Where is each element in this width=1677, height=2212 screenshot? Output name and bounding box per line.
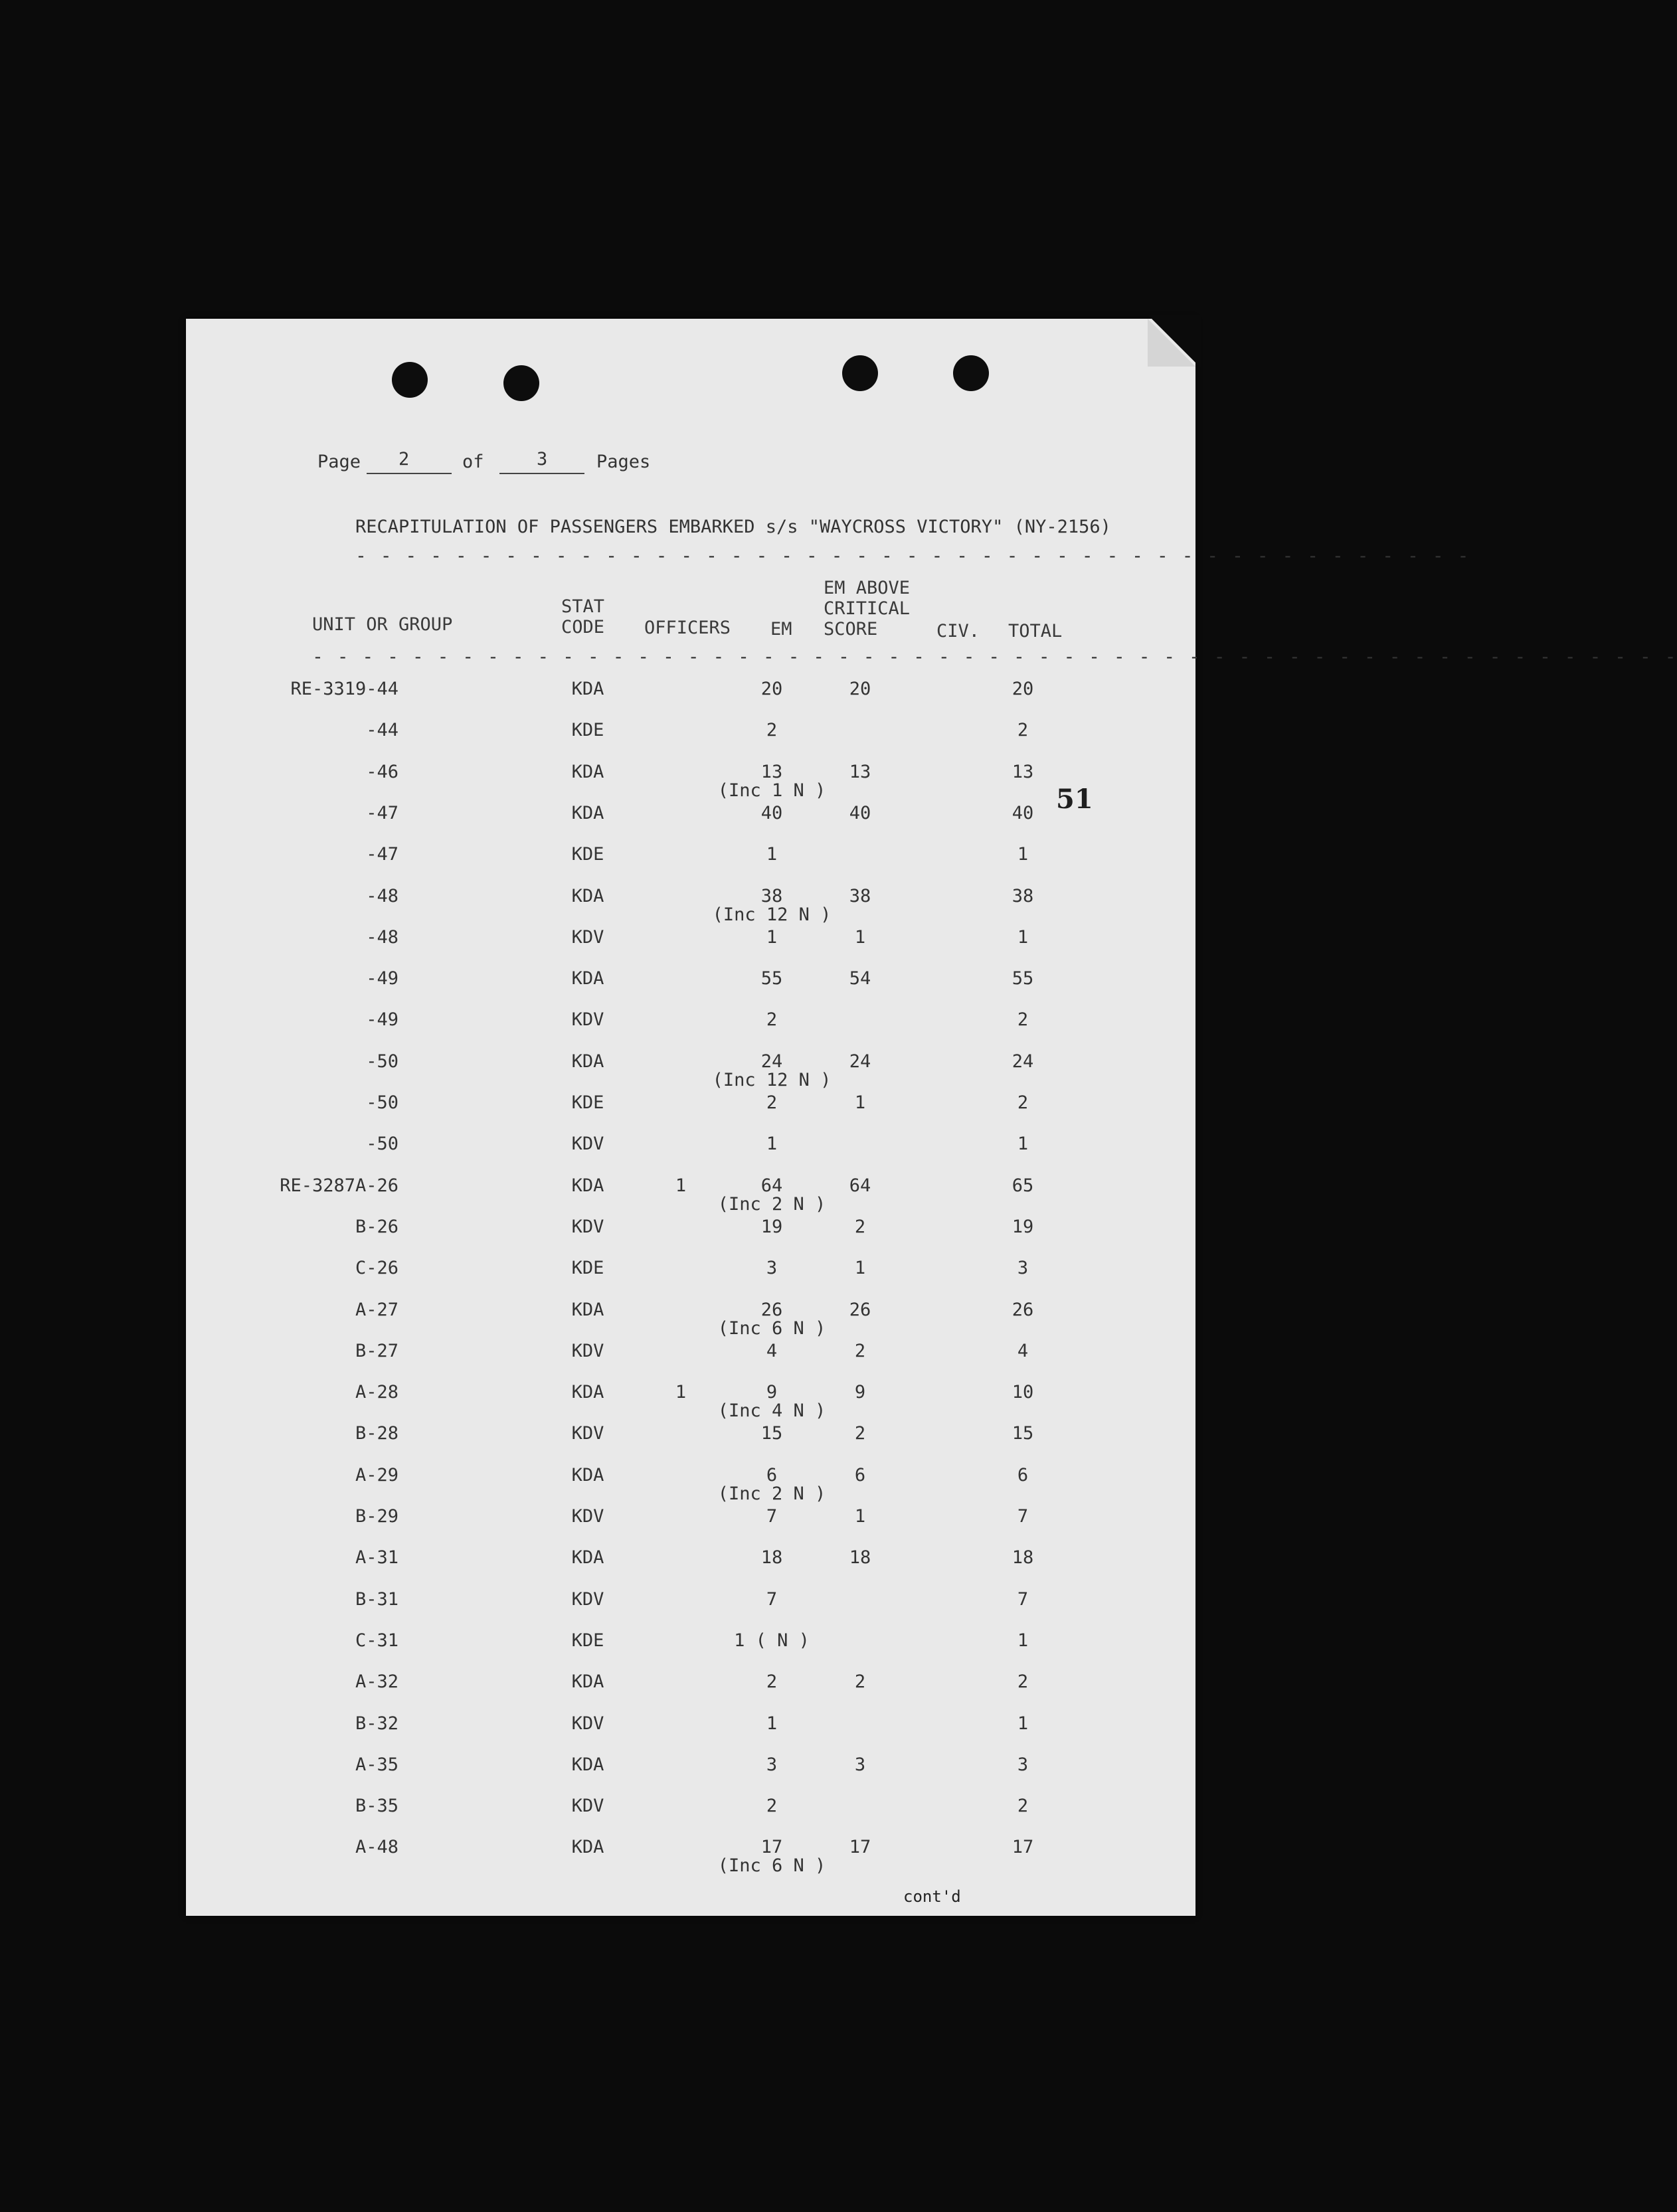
cell-above: 54 [849,968,871,989]
cell-total: 2 [1017,720,1029,741]
cell-officers: 1 [675,1175,687,1196]
cell-total: 19 [1012,1216,1034,1237]
cell-unit: B-27 [355,1340,398,1361]
cell-total: 2 [1017,1009,1029,1031]
cell-em: 2 [766,1092,778,1113]
header-underline: - - - - - - - - - - - - - - - - - - - - - - - - - - - - - - - - - - - - - - - - - - - - - - - - - - - - - - - [312,645,1677,667]
cell-unit: C-31 [355,1630,398,1651]
cell-total: 7 [1017,1588,1029,1610]
cell-code: KDV [571,1009,604,1031]
cell-inclusion-note: (Inc 2 N ) [717,1193,826,1215]
punch-hole [392,362,428,398]
column-header-em-above-critical: EM ABOVE CRITICAL SCORE [824,578,911,639]
of-label: of [462,452,484,472]
cell-code: KDV [571,1506,604,1527]
page-label: Page [317,452,361,472]
cell-above: 1 [854,1092,866,1113]
cell-above: 2 [854,1423,866,1444]
cell-total: 2 [1017,1796,1029,1817]
cell-code: KDV [571,1796,604,1817]
cell-unit: B-31 [355,1588,398,1610]
cell-total: 17 [1012,1837,1034,1858]
cell-above: 9 [854,1382,866,1403]
cell-unit: A-31 [355,1547,398,1569]
column-header-unit: UNIT OR GROUP [312,614,453,635]
cell-code: KDA [571,968,604,989]
cell-unit: -48 [366,926,398,948]
cell-above: 40 [849,802,871,823]
cell-unit: A-35 [355,1754,398,1775]
column-header-total: TOTAL [1008,621,1063,641]
pages-label: Pages [596,452,651,472]
page-number: 2 [398,449,410,469]
cell-code: KDA [571,1837,604,1858]
cell-above: 24 [849,1051,871,1072]
cell-unit: B-32 [355,1713,398,1734]
cell-code: KDA [571,761,604,782]
cell-code: KDE [571,1092,604,1113]
cell-unit: B-35 [355,1796,398,1817]
cell-unit: A-28 [355,1382,398,1403]
column-header-civ: CIV. [936,621,980,641]
cell-above: 1 [854,1506,866,1527]
cell-total: 65 [1012,1175,1034,1196]
cell-inclusion-note: (Inc 12 N ) [712,1069,832,1090]
page-number-line [367,473,452,474]
punch-hole [953,355,989,391]
cell-code: KDA [571,802,604,823]
cell-above: 6 [854,1464,866,1486]
page-total: 3 [537,449,548,469]
cell-em: 4 [766,1340,778,1361]
cell-code: KDA [571,1547,604,1569]
cell-unit: -47 [366,844,398,865]
cell-total: 1 [1017,1713,1029,1734]
cell-total: 1 [1017,926,1029,948]
cell-em: 40 [760,802,783,823]
cell-unit: -44 [366,720,398,741]
cell-em: 9 [766,1382,778,1403]
cell-unit: -46 [366,761,398,782]
cell-unit: -50 [366,1134,398,1155]
cell-code: KDA [571,679,604,699]
cell-em: 24 [760,1051,783,1072]
cell-above: 2 [854,1216,866,1237]
column-header-officers: OFFICERS [644,618,731,638]
cell-em: 1 ( N ) [734,1630,810,1651]
cell-total: 1 [1017,1630,1029,1651]
cell-em: 55 [760,968,783,989]
cell-em: 2 [766,1796,778,1817]
cell-unit: A-27 [355,1299,398,1320]
cell-code: KDA [571,1464,604,1486]
continued-note: cont'd [903,1887,961,1906]
cell-code: KDE [571,844,604,865]
cell-above: 64 [849,1175,871,1196]
cell-unit: -47 [366,802,398,823]
cell-total: 38 [1012,885,1034,906]
cell-code: KDE [571,1630,604,1651]
cell-unit: RE-3287A-26 [280,1175,398,1196]
cell-em: 13 [760,761,783,782]
cell-code: KDV [571,1588,604,1610]
cell-above: 38 [849,885,871,906]
cell-em: 18 [760,1547,783,1569]
cell-total: 3 [1017,1754,1029,1775]
cell-em: 26 [760,1299,783,1320]
cell-code: KDV [571,1216,604,1237]
cell-unit: -50 [366,1092,398,1113]
document-title: RECAPITULATION OF PASSENGERS EMBARKED s/s "WAYCROSS VICTORY" (NY-2156) [355,517,1111,537]
cell-above: 2 [854,1671,866,1693]
cell-em: 1 [766,844,778,865]
cell-above: 1 [854,1258,866,1279]
punch-hole [503,365,539,401]
cell-total: 15 [1012,1423,1034,1444]
cell-total: 2 [1017,1671,1029,1693]
cell-total: 7 [1017,1506,1029,1527]
cell-unit: RE-3319-44 [290,679,398,699]
cell-em: 1 [766,1134,778,1155]
cell-above: 1 [854,926,866,948]
title-underline: - - - - - - - - - - - - - - - - - - - - - - - - - - - - - - - - - - - - - - - - - - - - - [355,545,1470,566]
cell-above: 18 [849,1547,871,1569]
cell-inclusion-note: (Inc 4 N ) [717,1401,826,1422]
cell-total: 6 [1017,1464,1029,1486]
cell-total: 55 [1012,968,1034,989]
cell-code: KDV [571,1713,604,1734]
cell-unit: -49 [366,1009,398,1031]
cell-above: 3 [854,1754,866,1775]
cell-above: 26 [849,1299,871,1320]
cell-officers: 1 [675,1382,687,1403]
cell-inclusion-note: (Inc 12 N ) [712,904,832,925]
cell-em: 20 [760,679,783,699]
cell-unit: A-48 [355,1837,398,1858]
page-stamp: 51 [1056,784,1093,815]
cell-em: 6 [766,1464,778,1486]
cell-code: KDA [571,1299,604,1320]
cell-em: 2 [766,1009,778,1031]
cell-total: 13 [1012,761,1034,782]
cell-code: KDA [571,1382,604,1403]
cell-above: 17 [849,1837,871,1858]
cell-total: 18 [1012,1547,1034,1569]
cell-code: KDA [571,885,604,906]
cell-total: 20 [1012,679,1034,699]
cell-em: 3 [766,1258,778,1279]
cell-inclusion-note: (Inc 1 N ) [717,780,826,801]
cell-inclusion-note: (Inc 2 N ) [717,1483,826,1504]
cell-code: KDV [571,926,604,948]
cell-em: 7 [766,1506,778,1527]
cell-em: 2 [766,720,778,741]
cell-code: KDA [571,1671,604,1693]
cell-em: 19 [760,1216,783,1237]
punch-hole [842,355,878,391]
cell-code: KDE [571,720,604,741]
cell-em: 1 [766,1713,778,1734]
cell-unit: B-28 [355,1423,398,1444]
cell-code: KDA [571,1175,604,1196]
cell-above: 2 [854,1340,866,1361]
document-page [186,319,1677,1916]
cell-total: 1 [1017,1134,1029,1155]
cell-total: 40 [1012,802,1034,823]
cell-code: KDV [571,1423,604,1444]
page-total-line [499,473,584,474]
cell-em: 1 [766,926,778,948]
cell-total: 2 [1017,1092,1029,1113]
column-header-stat-code: STAT CODE [561,596,605,638]
cell-unit: B-29 [355,1506,398,1527]
cell-code: KDA [571,1754,604,1775]
cell-em: 7 [766,1588,778,1610]
cell-total: 1 [1017,844,1029,865]
cell-total: 24 [1012,1051,1034,1072]
cell-unit: -50 [366,1051,398,1072]
cell-unit: -49 [366,968,398,989]
cell-em: 64 [760,1175,783,1196]
cell-unit: A-29 [355,1464,398,1486]
column-header-em: EM [770,619,792,639]
cell-inclusion-note: (Inc 6 N ) [717,1318,826,1339]
cell-total: 10 [1012,1382,1034,1403]
cell-em: 2 [766,1671,778,1693]
cell-unit: -48 [366,885,398,906]
cell-above: 20 [849,679,871,699]
cell-total: 3 [1017,1258,1029,1279]
cell-em: 38 [760,885,783,906]
cell-code: KDV [571,1134,604,1155]
cell-code: KDE [571,1258,604,1279]
cell-unit: B-26 [355,1216,398,1237]
cell-em: 15 [760,1423,783,1444]
cell-code: KDA [571,1051,604,1072]
cell-above: 13 [849,761,871,782]
cell-code: KDV [571,1340,604,1361]
cell-total: 4 [1017,1340,1029,1361]
cell-total: 26 [1012,1299,1034,1320]
cell-unit: A-32 [355,1671,398,1693]
cell-em: 3 [766,1754,778,1775]
cell-inclusion-note: (Inc 6 N ) [717,1855,826,1877]
cell-em: 17 [760,1837,783,1858]
cell-unit: C-26 [355,1258,398,1279]
